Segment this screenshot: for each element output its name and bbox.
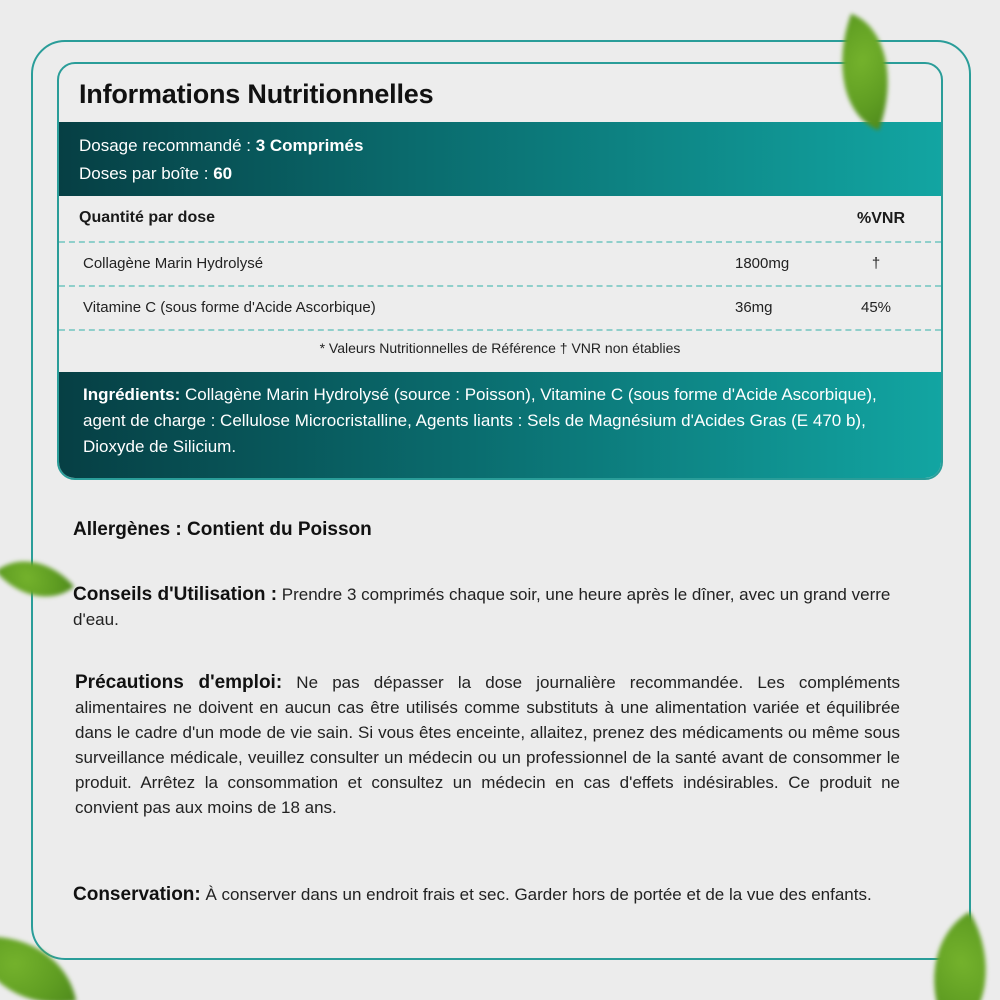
table-row — [59, 287, 941, 331]
table-row — [59, 243, 941, 287]
usage-text: Prendre 3 comprimés chaque soir, une heure après le dîner, avec un grand verre d'eau. — [73, 585, 891, 629]
dosage-line — [79, 132, 921, 160]
usage-section — [73, 582, 933, 632]
ingredients-text: Collagène Marin Hydrolysé (source : Poisson), Vitamine C (sous forme d'Acide Ascorbique), agent de charge : Cellulose Microcristalline, Agents liants : Sels de Magnésium d'Acides Gras (E 470 b), Dioxyde de Silicium. — [83, 385, 877, 456]
header-vnr: %VNR — [856, 210, 905, 227]
nutrition-card — [57, 62, 943, 480]
ingredients-label: Ingrédients: — [83, 385, 181, 404]
allergens-label: Allergènes : Contient du Poisson — [73, 519, 372, 540]
divider — [59, 329, 941, 331]
doses-value: 60 — [213, 164, 233, 183]
conservation-text: À conserver dans un endroit frais et sec. Garder hors de portée et de la vue des enfants. — [200, 885, 872, 904]
row-amount: 36mg — [735, 299, 773, 316]
row-vnr: † — [871, 255, 881, 272]
precautions-text: Ne pas dépasser la dose journalière recommandée. Les compléments alimentaires ne doivent en aucun cas être utilisés comme substituts à une alimentation variée et équilibrée dans le cadre d'un mode de vie sain. Si vous êtes enceinte, allaitez, prenez des médicaments ou même sous surveillance médicale, veuillez consulter un médecin ou un professionnel de la santé avant de consommer le produit. Arrêtez la consommation et consultez un médecin en cas d'effets indésirables. Ce produit ne convient pas aux moins de 18 ans. — [75, 673, 901, 817]
table-footnote: * Valeurs Nutritionnelles de Référence † VNR non établies — [319, 340, 681, 356]
card-title: Informations Nutritionnelles — [79, 79, 434, 109]
row-name: Vitamine C (sous forme d'Acide Ascorbique) — [83, 299, 376, 316]
dosage-label: Dosage recommandé : — [79, 136, 256, 155]
header-quantity: Quantité par dose — [79, 209, 216, 226]
row-amount: 1800mg — [735, 255, 790, 272]
dosage-band — [59, 122, 941, 196]
conservation-label: Conservation: — [73, 884, 201, 905]
doses-line — [79, 160, 921, 188]
precautions-label: Précautions d'emploi: — [75, 672, 283, 693]
ingredients-band — [59, 372, 941, 480]
doses-label: Doses par boîte : — [79, 164, 214, 183]
allergens-section — [73, 517, 925, 542]
row-name: Collagène Marin Hydrolysé — [83, 255, 264, 272]
usage-label: Conseils d'Utilisation : — [73, 584, 278, 605]
conservation-section — [73, 882, 913, 907]
table-header — [59, 196, 941, 242]
dosage-value: 3 Comprimés — [255, 136, 364, 155]
row-vnr: 45% — [860, 299, 892, 316]
precautions-section — [75, 670, 900, 820]
